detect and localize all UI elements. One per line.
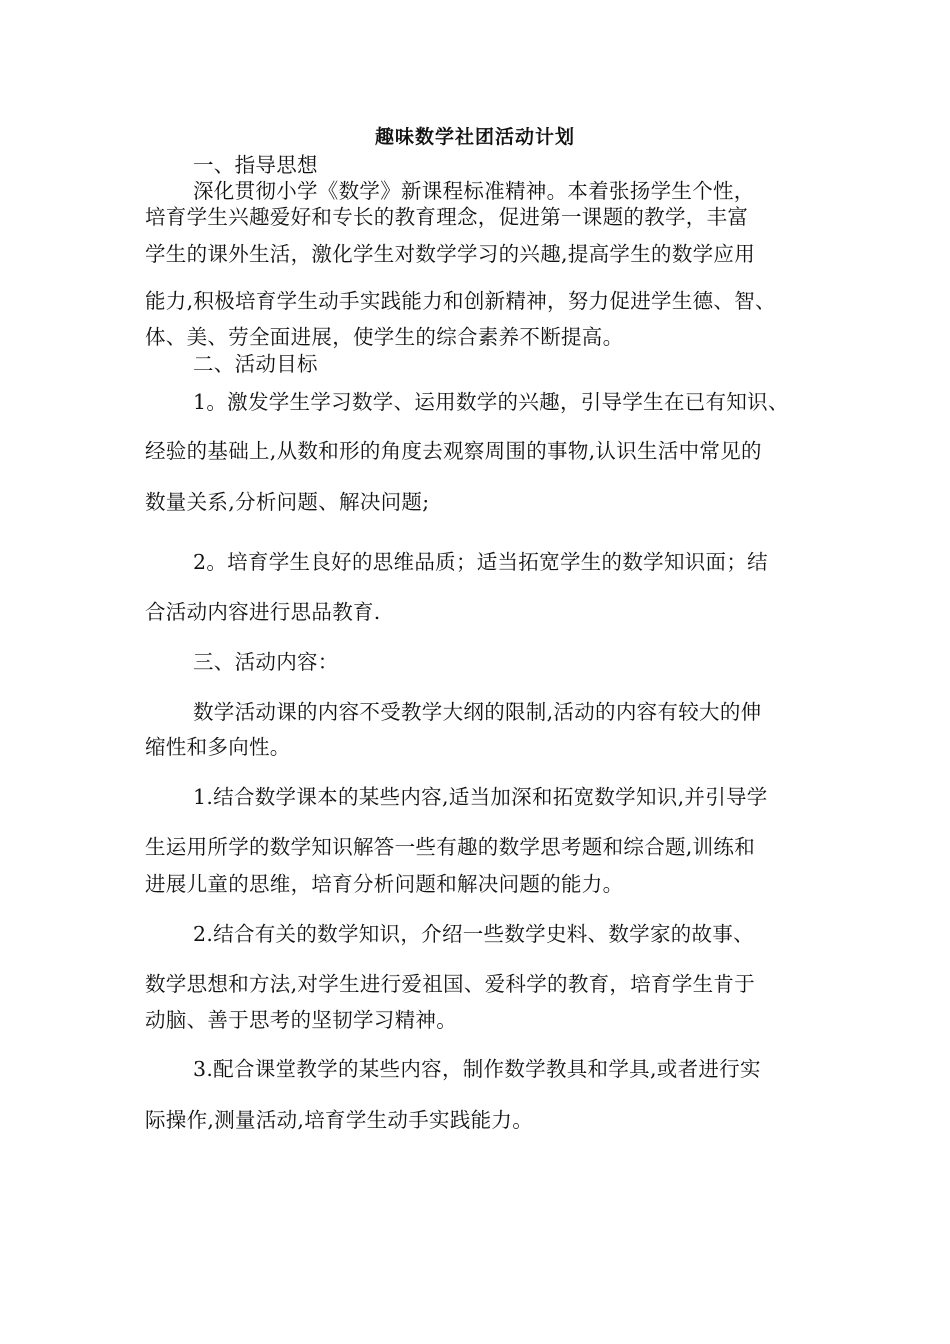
- paragraph-line: 能力,积极培育学生动手实践能力和创新精神，努力促进学生德、智、: [145, 289, 776, 313]
- section-heading-guiding-thought: 一、指导思想: [193, 153, 318, 177]
- paragraph-line: 进展儿童的思维，培育分析问题和解决问题的能力。: [145, 872, 624, 896]
- document-title: 趣味数学社团活动计划: [374, 126, 575, 148]
- paragraph-line: 3.配合课堂教学的某些内容，制作数学教具和学具,或者进行实: [193, 1057, 761, 1081]
- paragraph-line: 1.结合数学课本的某些内容,适当加深和拓宽数学知识,并引导学: [193, 785, 768, 809]
- paragraph-line: 深化贯彻小学《数学》新课程标准精神。本着张扬学生个性，: [193, 179, 755, 203]
- paragraph-line: 2.结合有关的数学知识，介绍一些数学史料、数学家的故事、: [193, 922, 754, 946]
- paragraph-line: 生运用所学的数学知识解答一些有趣的数学思考题和综合题,训练和: [145, 835, 756, 859]
- section-heading-goals: 二、活动目标: [193, 352, 318, 376]
- paragraph-line: 1。激发学生学习数学、运用数学的兴趣，引导学生在已有知识、: [193, 390, 789, 414]
- paragraph-line: 缩性和多向性。: [145, 735, 291, 759]
- paragraph-line: 体、美、劳全面进展，使学生的综合素养不断提高。: [145, 325, 624, 349]
- paragraph-line: 数学思想和方法,对学生进行爱祖国、爱科学的教育，培育学生肯于: [145, 972, 756, 996]
- paragraph-line: 学生的课外生活，激化学生对数学学习的兴趣,提高学生的数学应用: [145, 242, 756, 266]
- paragraph-line: 动脑、善于思考的坚韧学习精神。: [145, 1008, 457, 1032]
- paragraph-line: 2。培育学生良好的思维品质；适当拓宽学生的数学知识面；结: [193, 550, 768, 574]
- paragraph-line: 数量关系,分析问题、解决问题;: [145, 490, 430, 514]
- paragraph-line: 培育学生兴趣爱好和专长的教育理念，促进第一课题的教学，丰富: [145, 205, 749, 229]
- paragraph-line: 经验的基础上,从数和形的角度去观察周围的事物,认识生活中常见的: [145, 439, 762, 463]
- section-heading-content: 三、活动内容：: [193, 650, 339, 674]
- paragraph-line: 合活动内容进行思品教育.: [145, 600, 381, 624]
- paragraph-line: 际操作,测量活动,培育学生动手实践能力。: [145, 1108, 534, 1132]
- paragraph-line: 数学活动课的内容不受教学大纲的限制,活动的内容有较大的伸: [193, 700, 762, 724]
